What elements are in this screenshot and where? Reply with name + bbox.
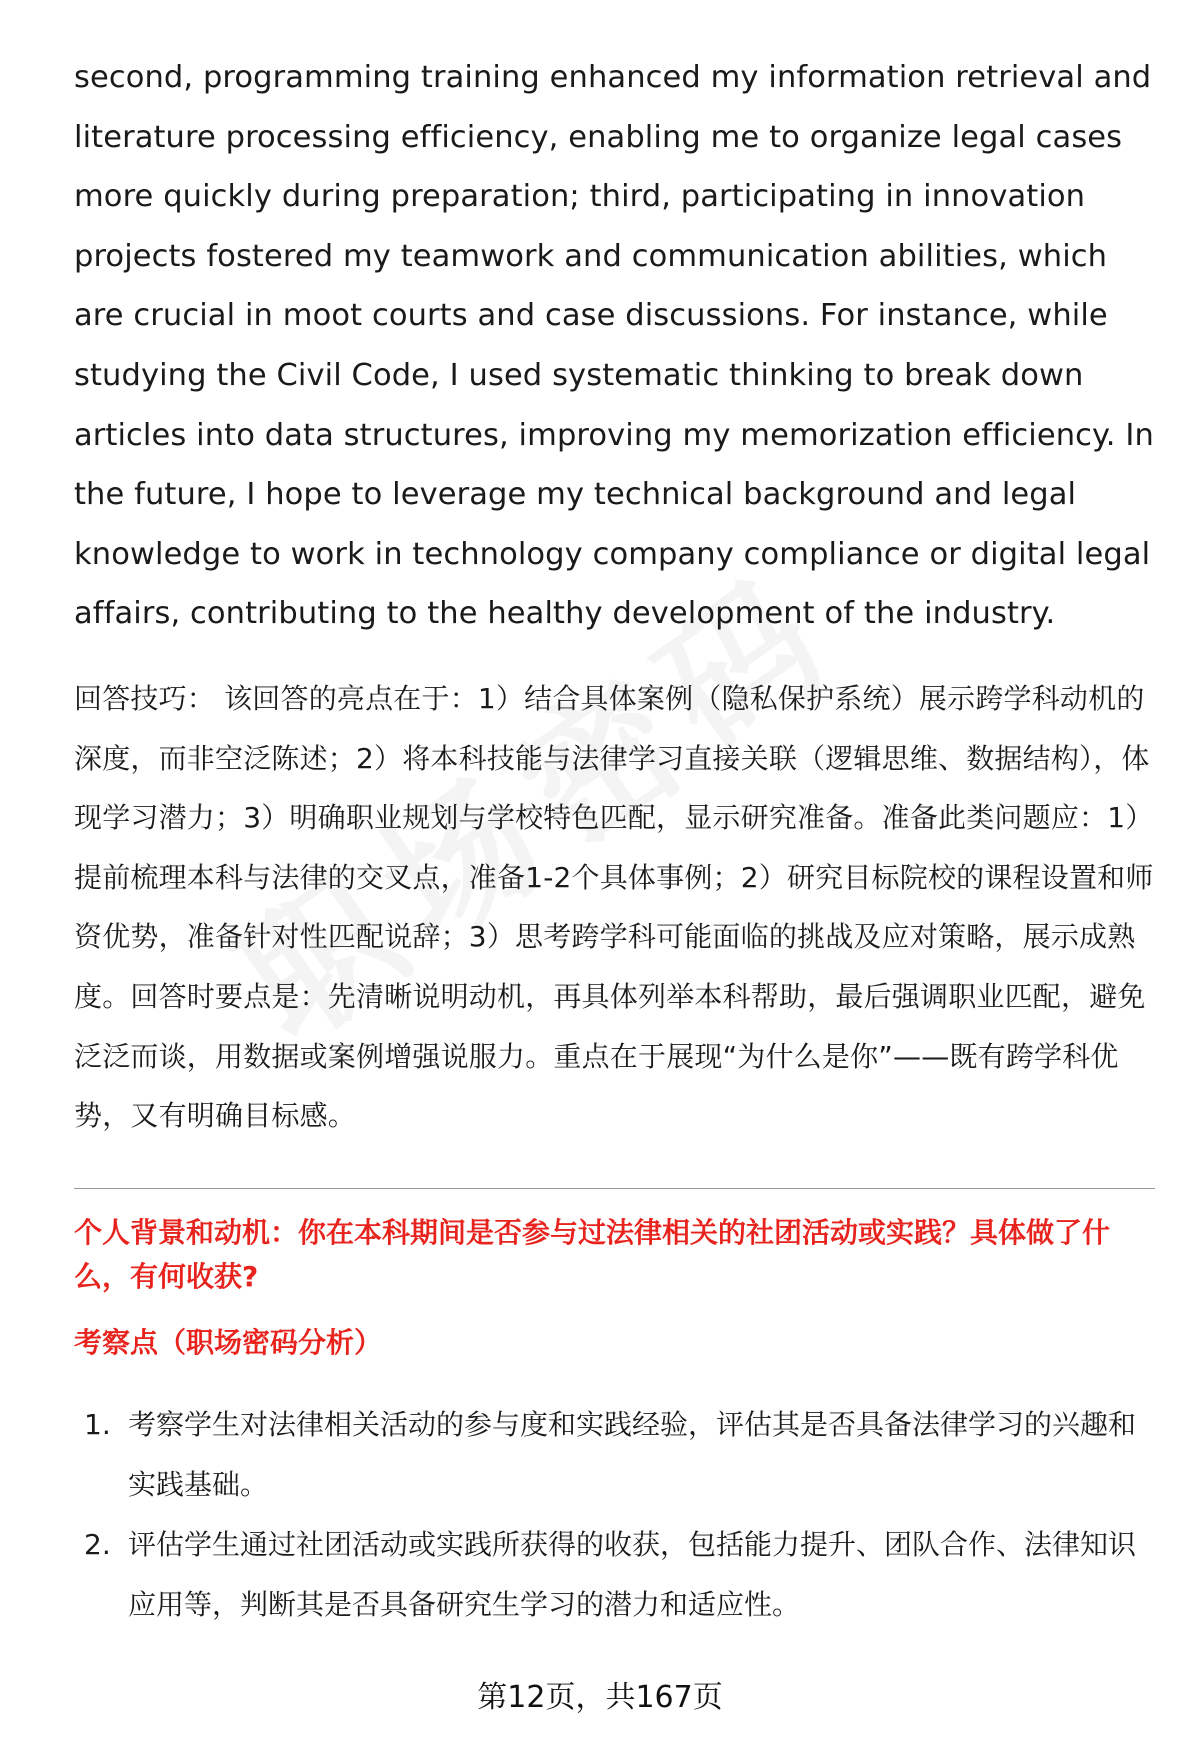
answer-tips-paragraph: 回答技巧： 该回答的亮点在于：1）结合具体案例（隐私保护系统）展示跨学科动机的深度，而非空泛陈述；2）将本科技能与法律学习直接关联（逻辑思维、数据结构），体现学习潜力；3）明确职业规划与学校特色匹配，显示研究准备。准备此类问题应：1）提前梳理本科与法律的交叉点，准备1-2个具体事例；2）研究目标院校的课程设置和师资优势，准备针对性匹配说辞；3）思考跨学科可能面临的挑战及应对策略，展示成熟度。回答时要点是：先清晰说明动机，再具体列举本科帮助，最后强调职业匹配，避免泛泛而谈，用数据或案例增强说服力。重点在于展现“为什么是你”——既有跨学科优势，又有明确目标感。 xyxy=(74,681,1154,1133)
list-item-text: 考察学生对法律相关活动的参与度和实践经验，评估其是否具备法律学习的兴趣和实践基础。 xyxy=(128,1407,1137,1501)
list-item xyxy=(74,1395,1154,1515)
list-item-number: 2. xyxy=(84,1527,111,1561)
page-number-footer: 第12页，共167页 xyxy=(477,1680,723,1715)
page-content xyxy=(74,48,1154,1635)
list-item-text: 评估学生通过社团活动或实践所获得的收获，包括能力提升、团队合作、法律知识应用等，判断其是否具备研究生学习的潜力和适应性。 xyxy=(128,1527,1137,1621)
english-answer-paragraph: second, programming training enhanced my information retrieval and literature processing efficiency, enabling me to organize legal cases more quickly during preparation; third, participating in innovation projects fostered my teamwork and communication abilities, which are crucial in moot courts and case discussions. For instance, while studying the Civil Code, I used systematic thinking to break down articles into data structures, improving my memorization efficiency. In the future, I hope to leverage my technical background and legal knowledge to work in technology company compliance or digital legal affairs, contributing to the healthy development of the industry. xyxy=(74,60,1154,632)
section-divider xyxy=(74,1188,1155,1189)
list-item xyxy=(74,1515,1154,1635)
assessment-points-title: 考察点（职场密码分析） xyxy=(74,1325,383,1359)
question-heading: 个人背景和动机：你在本科期间是否参与过法律相关的社团活动或实践？具体做了什么，有何收获? xyxy=(74,1215,1111,1293)
list-item-number: 1. xyxy=(84,1407,111,1441)
assessment-points-list xyxy=(74,1395,1154,1635)
